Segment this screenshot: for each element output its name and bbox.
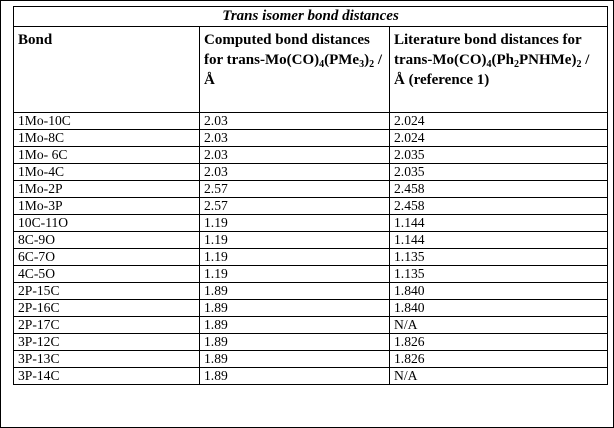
literature-cell: 1.135 — [390, 249, 608, 266]
table-caption: Trans isomer bond distances — [14, 7, 608, 27]
header-literature-suffix: / Å (reference 1) — [394, 52, 590, 88]
computed-cell: 2.03 — [200, 130, 390, 147]
bond-cell: 2P-15C — [14, 283, 200, 300]
bond-cell: 1Mo-8C — [14, 130, 200, 147]
header-bond: Bond — [14, 27, 200, 113]
literature-cell: 1.840 — [390, 283, 608, 300]
literature-cell: 2.035 — [390, 147, 608, 164]
header-literature-mid: (Ph — [491, 52, 514, 68]
bond-distance-table — [13, 6, 608, 385]
header-computed-sub2: 3 — [359, 59, 365, 70]
bond-cell: 1Mo- 6C — [14, 147, 200, 164]
literature-cell: 1.144 — [390, 215, 608, 232]
bond-cell: 1Mo-10C — [14, 113, 200, 130]
header-computed-sub1: 4 — [319, 59, 325, 70]
bond-cell: 2P-17C — [14, 317, 200, 334]
header-literature-sub2: 2 — [513, 59, 519, 70]
literature-cell: 2.024 — [390, 113, 608, 130]
table-row — [14, 232, 608, 249]
literature-cell: 1.826 — [390, 334, 608, 351]
literature-cell: 2.458 — [390, 198, 608, 215]
table-row — [14, 300, 608, 317]
header-literature-sub3: 2 — [576, 59, 582, 70]
table-row — [14, 266, 608, 283]
literature-cell: 1.840 — [390, 300, 608, 317]
literature-cell: 2.035 — [390, 164, 608, 181]
literature-cell: N/A — [390, 368, 608, 385]
computed-cell: 2.57 — [200, 181, 390, 198]
computed-cell: 1.89 — [200, 351, 390, 368]
table-row — [14, 368, 608, 385]
computed-cell: 1.19 — [200, 215, 390, 232]
computed-cell: 1.89 — [200, 368, 390, 385]
table-row — [14, 283, 608, 300]
table-row — [14, 198, 608, 215]
table-row — [14, 130, 608, 147]
table-row — [14, 147, 608, 164]
bond-cell: 3P-14C — [14, 368, 200, 385]
table-row — [14, 317, 608, 334]
table-row — [14, 113, 608, 130]
literature-cell: 1.144 — [390, 232, 608, 249]
header-computed-mid: (PMe — [324, 52, 360, 68]
computed-cell: 1.89 — [200, 317, 390, 334]
computed-cell: 2.03 — [200, 113, 390, 130]
header-computed-close: ) — [364, 52, 370, 68]
bond-cell: 3P-12C — [14, 334, 200, 351]
literature-cell: 2.024 — [390, 130, 608, 147]
bond-cell: 8C-9O — [14, 232, 200, 249]
header-row — [14, 27, 608, 113]
bond-cell: 1Mo-4C — [14, 164, 200, 181]
computed-cell: 1.19 — [200, 249, 390, 266]
computed-cell: 1.89 — [200, 283, 390, 300]
bond-cell: 2P-16C — [14, 300, 200, 317]
computed-cell: 2.57 — [200, 198, 390, 215]
literature-cell: 1.135 — [390, 266, 608, 283]
header-literature — [390, 27, 608, 113]
literature-cell: 2.458 — [390, 181, 608, 198]
table-row — [14, 334, 608, 351]
header-computed-suffix: / Å — [204, 52, 383, 88]
header-literature-mid2: PNHMe) — [518, 52, 577, 68]
table-row — [14, 215, 608, 232]
table-row — [14, 181, 608, 198]
literature-cell: 1.826 — [390, 351, 608, 368]
caption-row — [14, 7, 608, 27]
header-computed — [200, 27, 390, 113]
computed-cell: 2.03 — [200, 164, 390, 181]
table-row — [14, 249, 608, 266]
bond-cell: 1Mo-2P — [14, 181, 200, 198]
bond-cell: 3P-13C — [14, 351, 200, 368]
bond-cell: 6C-7O — [14, 249, 200, 266]
computed-cell: 2.03 — [200, 147, 390, 164]
computed-cell: 1.89 — [200, 300, 390, 317]
bond-cell: 4C-5O — [14, 266, 200, 283]
header-computed-sub3: 2 — [369, 59, 375, 70]
header-computed-prefix: Computed bond distances for trans-Mo(CO) — [204, 32, 370, 68]
computed-cell: 1.19 — [200, 266, 390, 283]
header-literature-prefix: Literature bond distances for trans-Mo(CO) — [394, 32, 582, 68]
literature-cell: N/A — [390, 317, 608, 334]
bond-cell: 1Mo-3P — [14, 198, 200, 215]
bond-cell: 10C-11O — [14, 215, 200, 232]
table-row — [14, 164, 608, 181]
computed-cell: 1.89 — [200, 334, 390, 351]
computed-cell: 1.19 — [200, 232, 390, 249]
header-literature-sub1: 4 — [486, 59, 492, 70]
table-row — [14, 351, 608, 368]
